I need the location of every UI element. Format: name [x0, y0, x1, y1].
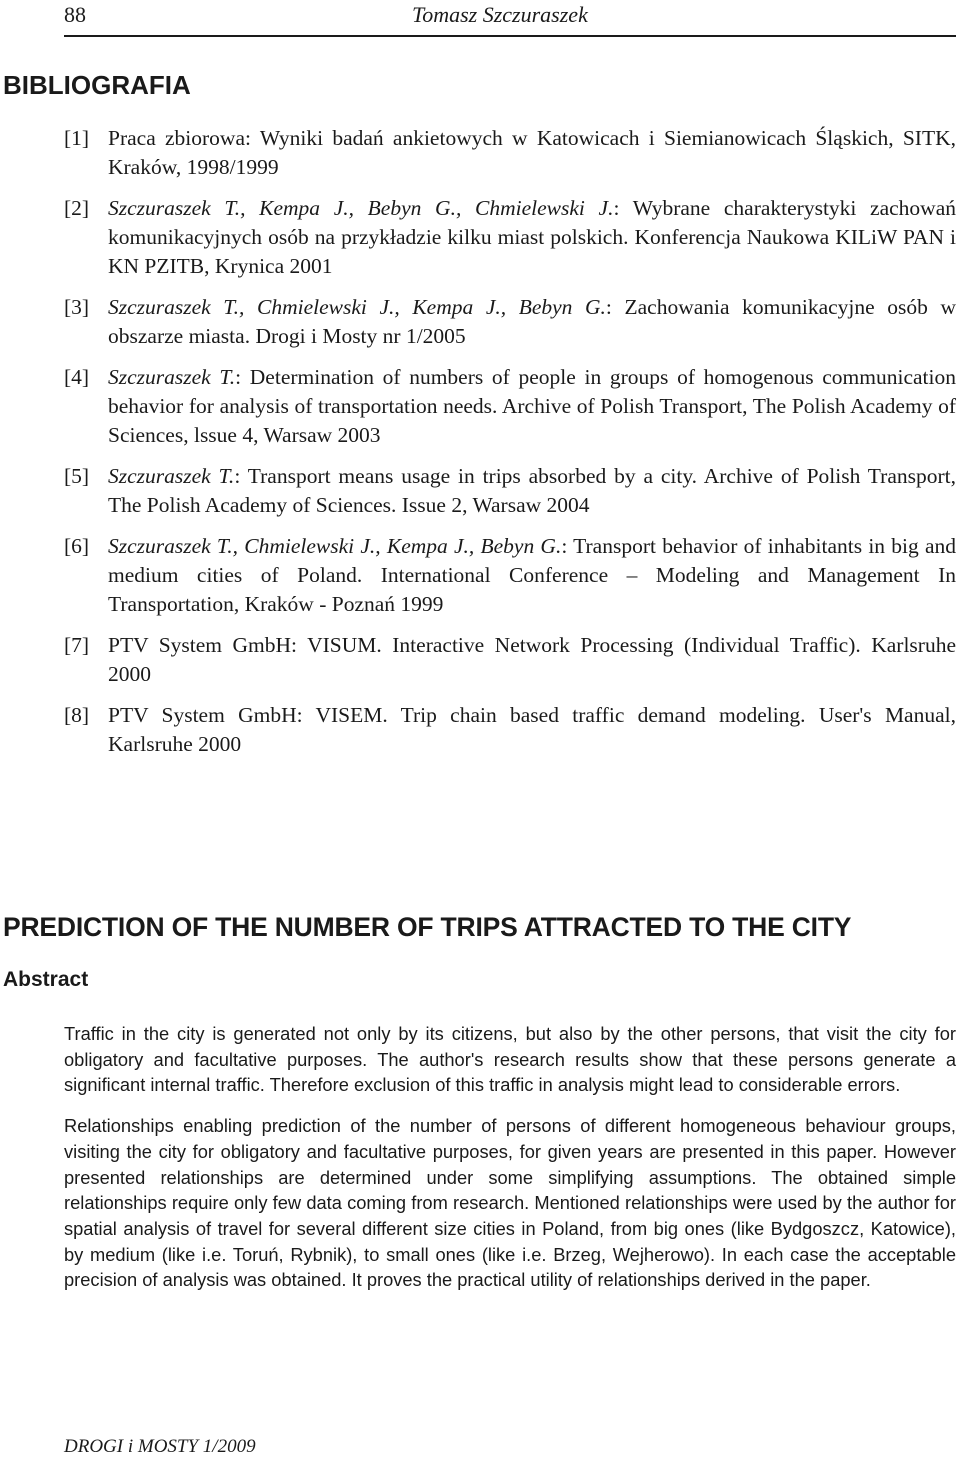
reference-number: [4] — [64, 365, 90, 389]
journal-footer: DROGI i MOSTY 1/2009 — [64, 1436, 256, 1457]
reference-rest: : Transport means usage in trips absorbed by a city. Archive of Polish Transport, The Polish Academy of Sciences. Issue 2, Warsaw 2004 — [108, 464, 957, 517]
paper-title: PREDICTION OF THE NUMBER OF TRIPS ATTRACTED TO THE CITY — [3, 912, 852, 942]
reference-text — [108, 124, 956, 182]
reference-item — [64, 701, 956, 759]
bibliography-title: BIBLIOGRAFIA — [3, 70, 191, 100]
abstract-paragraph: Relationships enabling prediction of the number of persons of different homogeneous behaviour groups, visiting the city for obligatory and facultative purposes, for given years are presented in this paper. However presented relationships are determined under some simplifying assumptions. The obtained simple relationships require only few data coming from research. Mentioned relationships were used by the author for spatial analysis of travel for several different size cities in Poland, from big ones (like Bydgoszcz, Katowice), by medium (like i.e. Toruń, Rybnik), to small ones (like i.e. Brzeg, Wejherowo). In each case the acceptable precision of analysis was obtained. It proves the practical utility of relationships derived in the paper. — [64, 1115, 956, 1291]
reference-rest: : Zachowania komunikacyjne osób w obszarze miasta. Drogi i Mosty nr 1/2005 — [108, 295, 956, 348]
page-number: 88 — [64, 2, 86, 27]
reference-text — [108, 701, 956, 759]
reference-text — [108, 363, 956, 450]
reference-number: [5] — [64, 464, 90, 488]
reference-text — [108, 631, 956, 689]
reference-authors: Szczuraszek T., Chmielewski J., Kempa J., Bebyn G. — [108, 534, 562, 558]
reference-item — [64, 462, 956, 520]
reference-rest: PTV System GmbH: VISUM. Interactive Network Processing (Individual Traffic). Karlsruhe 2000 — [108, 633, 956, 686]
reference-text — [108, 194, 956, 281]
reference-authors: Szczuraszek T., Chmielewski J., Kempa J., Bebyn G. — [108, 295, 606, 319]
reference-rest: : Wybrane charakterystyki zachowań komunikacyjnych osób na przykładzie kilku miast polskich. Konferencja Naukowa KILiW PAN i KN PZITB, Krynica 2001 — [108, 196, 956, 278]
reference-authors: Szczuraszek T. — [108, 365, 236, 389]
abstract-heading: Abstract — [3, 968, 89, 991]
reference-number: [6] — [64, 534, 90, 558]
reference-rest: PTV System GmbH: VISEM. Trip chain based traffic demand modeling. User's Manual, Karlsruhe 2000 — [108, 703, 956, 756]
reference-item — [64, 363, 956, 450]
header-rule — [64, 35, 956, 37]
reference-authors: Szczuraszek T., Kempa J., Bebyn G., Chmielewski J. — [108, 196, 614, 220]
reference-number: [2] — [64, 196, 90, 220]
reference-text — [108, 293, 956, 351]
abstract-paragraph: Traffic in the city is generated not only by its citizens, but also by the other persons, that visit the city for obligatory and facultative purposes. The author's research results show that these persons generate a significant internal traffic. Therefore exclusion of this traffic in analysis might lead to considerable errors. — [64, 1023, 956, 1096]
reference-number: [3] — [64, 295, 90, 319]
reference-rest: : Determination of numbers of people in groups of homogenous communication behavior for analysis of transportation needs. Archive of Polish Transport, The Polish Academy of Sciences, lssue 4, Warsaw 2003 — [108, 365, 956, 447]
reference-number: [8] — [64, 703, 90, 727]
reference-rest: : Transport behavior of inhabitants in big and medium cities of Poland. International Conference – Modeling and Management In Transportation, Kraków - Poznań 1999 — [108, 534, 956, 616]
running-head-author: Tomasz Szczuraszek — [412, 2, 588, 27]
reference-rest: Praca zbiorowa: Wyniki badań ankietowych w Katowicach i Siemianowicach Śląskich, SITK, Kraków, 1998/1999 — [108, 126, 956, 179]
reference-item — [64, 124, 956, 182]
abstract-body — [64, 1021, 956, 1308]
reference-number: [1] — [64, 126, 90, 150]
reference-text — [108, 462, 956, 520]
reference-text — [108, 532, 956, 619]
reference-item — [64, 631, 956, 689]
reference-authors: Szczuraszek T. — [108, 464, 235, 488]
reference-number: [7] — [64, 633, 90, 657]
reference-item — [64, 532, 956, 619]
reference-item — [64, 194, 956, 281]
reference-item — [64, 293, 956, 351]
reference-list — [64, 124, 956, 771]
